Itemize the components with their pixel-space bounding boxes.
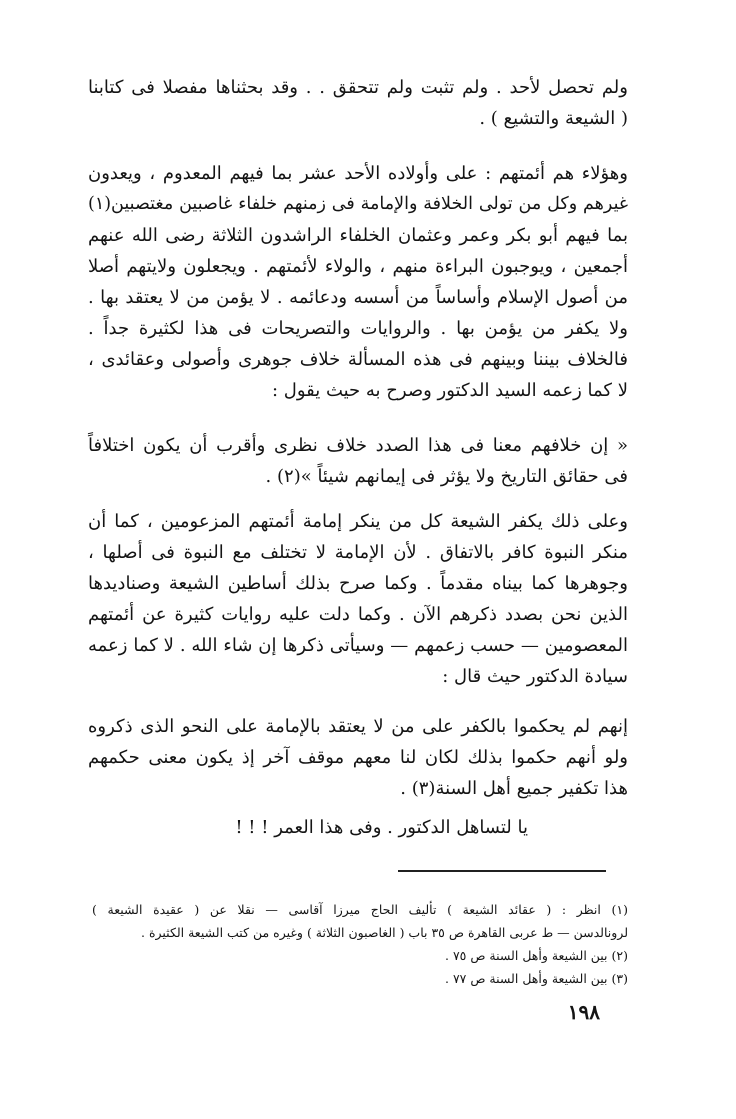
text-line: لا كما زعمه السيد الدكتور وصرح به حيث يقول : xyxy=(271,380,628,401)
footnote-separator xyxy=(398,870,606,872)
text-line: ولا يكفر من يؤمن بها . والروايات والتصريحات فى هذا لكثيرة جداً . xyxy=(88,318,628,339)
text-line: وجوهرها كما بيناه مقدماً . وكما صرح بذلك أساطين الشيعة وصناديدها xyxy=(88,573,628,594)
text-line: يا لتساهل الدكتور . وفى هذا العمر ! ! ! xyxy=(235,817,528,838)
closing-remark xyxy=(88,812,628,843)
text-line: هذا تكفير جميع أهل السنة(٣) . xyxy=(400,778,628,799)
text-line: منكر النبوة كافر بالاتفاق . لأن الإمامة لا تختلف مع النبوة فى أصلها ، xyxy=(88,542,628,563)
text-line: « إن خلافهم معنا فى هذا الصدد خلاف نظرى وأقرب أن يكون اختلافاً xyxy=(88,435,628,456)
text-line: المعصومين — حسب زعمهم — وسيأتى ذكرها إن شاء الله . لا كما زعمه xyxy=(88,635,628,656)
text-line: بما فيهم أبو بكر وعمر وعثمان الخلفاء الراشدون الثلاثة رضى الله عنهم xyxy=(88,225,628,246)
text-line: أجمعين ، ويوجبون البراءة منهم ، والولاء لأئمتهم . ويجعلون ولايتهم أصلا xyxy=(88,256,628,277)
text-line: وعلى ذلك يكفر الشيعة كل من ينكر إمامة أئمتهم المزعومين ، كما أن xyxy=(88,511,628,532)
page-number: ١٩٨ xyxy=(567,1000,600,1024)
text-line: غيرهم وكل من تولى الخلافة والإمامة فى زمنهم خلفاء غاصبين مغتصبين(١) xyxy=(88,194,628,214)
text-line: وهؤلاء هم أئمتهم : على وأولاده الأحد عشر بما فيهم المعدوم ، ويعدون xyxy=(88,163,628,184)
quote-paragraph-2 xyxy=(88,711,628,804)
paragraph-2 xyxy=(88,158,628,406)
footnotes xyxy=(92,898,628,990)
text-line: من أصول الإسلام وأساساً من أسسه ودعائمه . لا يؤمن من لا يعتقد بها . xyxy=(88,287,628,308)
text-line: ولو أنهم حكموا بذلك لكان لنا معهم موقف آخر إذ يكون معنى حكمهم xyxy=(88,747,628,768)
footnote-line: (٣) بين الشيعة وأهل السنة ص ٧٧ . xyxy=(444,971,628,986)
paragraph-1 xyxy=(88,72,628,134)
text-line: سيادة الدكتور حيث قال : xyxy=(442,666,628,687)
text-line: فالخلاف بيننا وبينهم فى هذه المسألة خلاف جوهرى وأصولى وعقائدى ، xyxy=(88,349,628,370)
text-line: إنهم لم يحكموا بالكفر على من لا يعتقد بالإمامة على النحو الذى ذكروه xyxy=(88,716,628,737)
footnote-line: لرونالدسن — ط عربى القاهرة ص ٣٥ باب ( الغاصبون الثلاثة ) وغيره من كتب الشيعة الكثيرة . xyxy=(141,925,628,940)
paragraph-4 xyxy=(88,506,628,692)
text-line: الذين نحن بصدد ذكرهم الآن . وكما دلت عليه روايات كثيرة عن أئمتهم xyxy=(88,604,628,625)
text-line: ( الشيعة والتشيع ) . xyxy=(479,108,628,129)
footnote-line: (١) انظر : ( عقائد الشيعة ) تأليف الحاج ميرزا آقاسى — نقلا عن ( عقيدة الشيعة ) xyxy=(92,902,628,917)
footnote-line: (٢) بين الشيعة وأهل السنة ص ٧٥ . xyxy=(444,948,628,963)
quote-paragraph-1 xyxy=(88,430,628,492)
text-line: ولم تحصل لأحد . ولم تثبت ولم تتحقق . . وقد بحثناها مفصلا فى كتابنا xyxy=(88,77,628,98)
text-line: فى حقائق التاريخ ولا يؤثر فى إيمانهم شيئاً »(٢) . xyxy=(265,466,628,487)
